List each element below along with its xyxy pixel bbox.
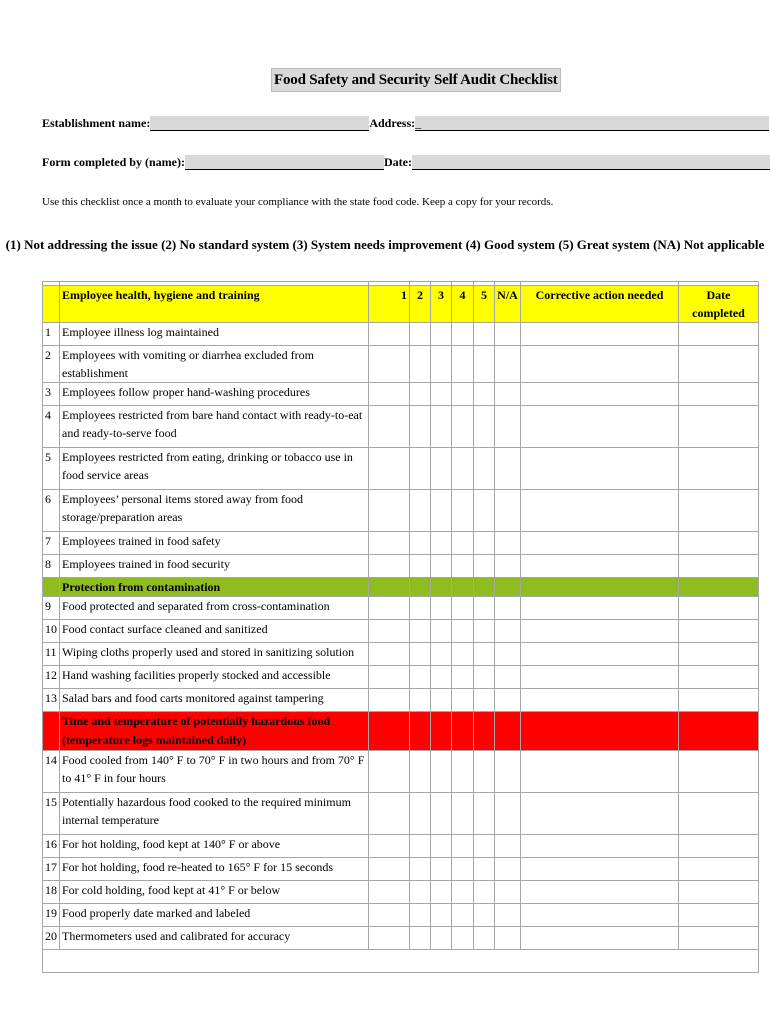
item-number: 2 (43, 346, 60, 383)
rating-na-cell[interactable] (495, 643, 521, 666)
checklist-row (43, 532, 759, 555)
section-header-cell (679, 578, 759, 597)
item-number: 16 (43, 835, 60, 858)
checklist-row (43, 793, 759, 835)
rating-4-cell[interactable] (452, 927, 474, 950)
rating-2-header: 2 (410, 286, 431, 323)
checklist-row (43, 555, 759, 578)
section-number-cell (43, 286, 60, 323)
blank-row (43, 950, 759, 973)
rating-na-cell[interactable] (495, 858, 521, 881)
section-header-cell (431, 578, 452, 597)
checklist-row (43, 643, 759, 666)
section-title: Protection from contamination (60, 578, 369, 597)
completed-by-label: Form completed by (name): (42, 155, 185, 169)
item-number: 6 (43, 490, 60, 532)
address-label: Address: (369, 116, 416, 130)
rating-1-cell[interactable] (369, 383, 410, 406)
rating-5-cell[interactable] (474, 858, 495, 881)
checklist-row (43, 666, 759, 689)
rating-5-cell[interactable] (474, 835, 495, 858)
rating-5-cell[interactable] (474, 689, 495, 712)
rating-2-cell[interactable] (410, 904, 431, 927)
section-header-cell (369, 712, 410, 751)
date-completed-cell[interactable] (679, 927, 759, 950)
section-header-cell (474, 712, 495, 751)
item-number: 4 (43, 406, 60, 448)
rating-1-cell[interactable] (369, 346, 410, 383)
corrective-action-cell[interactable] (521, 904, 679, 927)
rating-3-cell[interactable] (431, 904, 452, 927)
rating-4-cell[interactable] (452, 383, 474, 406)
rating-na-cell[interactable] (495, 490, 521, 532)
item-number: 8 (43, 555, 60, 578)
date-completed-cell[interactable] (679, 858, 759, 881)
item-text: For cold holding, food kept at 41° F or below (60, 881, 369, 904)
rating-5-cell[interactable] (474, 927, 495, 950)
checklist-row (43, 689, 759, 712)
checklist-row (43, 620, 759, 643)
rating-na-cell[interactable] (495, 406, 521, 448)
rating-5-cell[interactable] (474, 597, 495, 620)
rating-3-cell[interactable] (431, 490, 452, 532)
section-number-cell (43, 712, 60, 751)
section-header-cell (452, 712, 474, 751)
rating-4-cell[interactable] (452, 751, 474, 793)
corrective-action-cell[interactable] (521, 383, 679, 406)
section-header-cell (410, 578, 431, 597)
item-text: Salad bars and food carts monitored against tampering (60, 689, 369, 712)
address-value: _ (415, 116, 422, 130)
rating-5-cell[interactable] (474, 881, 495, 904)
rating-3-cell[interactable] (431, 643, 452, 666)
rating-5-cell[interactable] (474, 346, 495, 383)
date-completed-cell[interactable] (679, 620, 759, 643)
section-header-cell (521, 578, 679, 597)
rating-1-cell[interactable] (369, 323, 410, 346)
instructions-text: Use this checklist once a month to evaluate your compliance with the state food code. Keep a copy for your records. (42, 196, 554, 208)
item-number: 14 (43, 751, 60, 793)
corrective-action-cell[interactable] (521, 406, 679, 448)
blank-cell (43, 950, 759, 973)
checklist-row (43, 927, 759, 950)
rating-3-header: 3 (431, 286, 452, 323)
rating-na-cell[interactable] (495, 448, 521, 490)
rating-5-cell[interactable] (474, 793, 495, 835)
checklist-row (43, 881, 759, 904)
date-completed-cell[interactable] (679, 666, 759, 689)
item-number: 7 (43, 532, 60, 555)
date-completed-cell[interactable] (679, 555, 759, 578)
rating-4-cell[interactable] (452, 858, 474, 881)
rating-2-cell[interactable] (410, 666, 431, 689)
section-header-cell (495, 712, 521, 751)
item-text: Food contact surface cleaned and sanitized (60, 620, 369, 643)
item-text: For hot holding, food kept at 140° F or above (60, 835, 369, 858)
checklist-row (43, 383, 759, 406)
item-number: 10 (43, 620, 60, 643)
rating-na-cell[interactable] (495, 904, 521, 927)
rating-5-cell[interactable] (474, 323, 495, 346)
rating-2-cell[interactable] (410, 323, 431, 346)
rating-5-header: 5 (474, 286, 495, 323)
date-completed-cell[interactable] (679, 881, 759, 904)
rating-na-cell[interactable] (495, 751, 521, 793)
date-completed-header: Date completed (679, 286, 759, 323)
page-title: Food Safety and Security Self Audit Checklist (271, 68, 561, 92)
rating-na-cell[interactable] (495, 881, 521, 904)
rating-na-cell[interactable] (495, 383, 521, 406)
rating-1-cell[interactable] (369, 532, 410, 555)
date-label: Date: (383, 155, 412, 169)
item-number: 17 (43, 858, 60, 881)
checklist-row (43, 406, 759, 448)
rating-1-cell[interactable] (369, 555, 410, 578)
rating-5-cell[interactable] (474, 666, 495, 689)
rating-na-header: N/A (495, 286, 521, 323)
section-title: Time and temperature of potentially hazardous food (temperature logs maintained daily) (60, 712, 369, 751)
rating-2-cell[interactable] (410, 597, 431, 620)
rating-na-cell[interactable] (495, 666, 521, 689)
rating-2-cell[interactable] (410, 689, 431, 712)
establishment-label: Establishment name: (42, 116, 151, 130)
rating-3-cell[interactable] (431, 927, 452, 950)
rating-3-cell[interactable] (431, 383, 452, 406)
checklist-row (43, 858, 759, 881)
corrective-action-cell[interactable] (521, 620, 679, 643)
rating-na-cell[interactable] (495, 532, 521, 555)
section-header (43, 286, 759, 323)
rating-2-cell[interactable] (410, 927, 431, 950)
item-text: Employees follow proper hand-washing procedures (60, 383, 369, 406)
rating-3-cell[interactable] (431, 406, 452, 448)
rating-4-cell[interactable] (452, 666, 474, 689)
rating-1-cell[interactable] (369, 643, 410, 666)
rating-3-cell[interactable] (431, 858, 452, 881)
rating-2-cell[interactable] (410, 346, 431, 383)
checklist-row (43, 323, 759, 346)
date-completed-cell[interactable] (679, 448, 759, 490)
rating-4-cell[interactable] (452, 904, 474, 927)
corrective-action-cell[interactable] (521, 881, 679, 904)
rating-2-cell[interactable] (410, 881, 431, 904)
rating-4-cell[interactable] (452, 555, 474, 578)
corrective-action-cell[interactable] (521, 927, 679, 950)
corrective-action-cell[interactable] (521, 793, 679, 835)
date-completed-cell[interactable] (679, 323, 759, 346)
date-completed-cell[interactable] (679, 532, 759, 555)
rating-4-cell[interactable] (452, 620, 474, 643)
corrective-action-cell[interactable] (521, 751, 679, 793)
audit-checklist-table (42, 281, 759, 973)
date-completed-cell[interactable] (679, 793, 759, 835)
date-completed-cell[interactable] (679, 689, 759, 712)
rating-1-cell[interactable] (369, 406, 410, 448)
date-completed-cell[interactable] (679, 346, 759, 383)
section-header-cell (495, 578, 521, 597)
checklist-row (43, 835, 759, 858)
rating-na-cell[interactable] (495, 793, 521, 835)
corrective-action-cell[interactable] (521, 835, 679, 858)
rating-3-cell[interactable] (431, 448, 452, 490)
item-text: For hot holding, food re-heated to 165° F for 15 seconds (60, 858, 369, 881)
item-number: 20 (43, 927, 60, 950)
rating-legend: (1) Not addressing the issue (2) No standard system (3) System needs improvement (4) Good system (5) Great system (NA) Not applicable (5, 237, 765, 252)
checklist-row (43, 448, 759, 490)
rating-3-cell[interactable] (431, 323, 452, 346)
checklist-row (43, 346, 759, 383)
corrective-action-cell[interactable] (521, 490, 679, 532)
completed-by-field[interactable] (185, 155, 384, 170)
date-completed-cell[interactable] (679, 643, 759, 666)
rating-3-cell[interactable] (431, 555, 452, 578)
item-number: 15 (43, 793, 60, 835)
item-number: 18 (43, 881, 60, 904)
rating-1-cell[interactable] (369, 597, 410, 620)
rating-2-cell[interactable] (410, 406, 431, 448)
rating-3-cell[interactable] (431, 346, 452, 383)
rating-3-cell[interactable] (431, 881, 452, 904)
corrective-action-cell[interactable] (521, 323, 679, 346)
rating-2-cell[interactable] (410, 620, 431, 643)
rating-4-header: 4 (452, 286, 474, 323)
rating-na-cell[interactable] (495, 620, 521, 643)
item-text: Food cooled from 140° F to 70° F in two hours and from 70° F to 41° F in four hours (60, 751, 369, 793)
rating-1-cell[interactable] (369, 666, 410, 689)
rating-5-cell[interactable] (474, 532, 495, 555)
rating-na-cell[interactable] (495, 689, 521, 712)
corrective-action-cell[interactable] (521, 666, 679, 689)
section-header-cell (474, 578, 495, 597)
rating-1-cell[interactable] (369, 793, 410, 835)
rating-5-cell[interactable] (474, 490, 495, 532)
rating-2-cell[interactable] (410, 532, 431, 555)
item-number: 3 (43, 383, 60, 406)
corrective-action-header: Corrective action needed (521, 286, 679, 323)
section-header (43, 712, 759, 751)
item-number: 19 (43, 904, 60, 927)
rating-2-cell[interactable] (410, 643, 431, 666)
item-number: 13 (43, 689, 60, 712)
date-completed-cell[interactable] (679, 835, 759, 858)
rating-1-cell[interactable] (369, 448, 410, 490)
item-number: 11 (43, 643, 60, 666)
corrective-action-cell[interactable] (521, 858, 679, 881)
rating-4-cell[interactable] (452, 448, 474, 490)
corrective-action-cell[interactable] (521, 346, 679, 383)
rating-na-cell[interactable] (495, 927, 521, 950)
section-header-cell (410, 712, 431, 751)
rating-na-cell[interactable] (495, 555, 521, 578)
item-number: 5 (43, 448, 60, 490)
checklist-row (43, 751, 759, 793)
rating-na-cell[interactable] (495, 835, 521, 858)
date-completed-cell[interactable] (679, 383, 759, 406)
date-completed-cell[interactable] (679, 597, 759, 620)
rating-5-cell[interactable] (474, 383, 495, 406)
rating-2-cell[interactable] (410, 383, 431, 406)
item-number: 1 (43, 323, 60, 346)
rating-2-cell[interactable] (410, 835, 431, 858)
corrective-action-cell[interactable] (521, 597, 679, 620)
rating-4-cell[interactable] (452, 406, 474, 448)
rating-5-cell[interactable] (474, 555, 495, 578)
establishment-field[interactable] (150, 116, 369, 131)
rating-5-cell[interactable] (474, 643, 495, 666)
rating-1-cell[interactable] (369, 689, 410, 712)
checklist-row (43, 904, 759, 927)
rating-3-cell[interactable] (431, 835, 452, 858)
date-field[interactable] (412, 155, 770, 170)
rating-5-cell[interactable] (474, 406, 495, 448)
rating-5-cell[interactable] (474, 904, 495, 927)
item-text: Employee illness log maintained (60, 323, 369, 346)
item-text: Food protected and separated from cross-contamination (60, 597, 369, 620)
rating-na-cell[interactable] (495, 323, 521, 346)
rating-4-cell[interactable] (452, 793, 474, 835)
rating-3-cell[interactable] (431, 689, 452, 712)
rating-1-cell[interactable] (369, 751, 410, 793)
rating-4-cell[interactable] (452, 490, 474, 532)
rating-1-cell[interactable] (369, 858, 410, 881)
checklist-row (43, 597, 759, 620)
rating-2-cell[interactable] (410, 555, 431, 578)
date-completed-cell[interactable] (679, 406, 759, 448)
rating-4-cell[interactable] (452, 835, 474, 858)
establishment-row (42, 116, 769, 131)
rating-3-cell[interactable] (431, 597, 452, 620)
section-header-cell (431, 712, 452, 751)
rating-4-cell[interactable] (452, 532, 474, 555)
section-header (43, 578, 759, 597)
item-text: Hand washing facilities properly stocked and accessible (60, 666, 369, 689)
corrective-action-cell[interactable] (521, 643, 679, 666)
rating-4-cell[interactable] (452, 643, 474, 666)
corrective-action-cell[interactable] (521, 448, 679, 490)
section-header-cell (679, 712, 759, 751)
corrective-action-cell[interactable] (521, 555, 679, 578)
rating-5-cell[interactable] (474, 448, 495, 490)
rating-4-cell[interactable] (452, 346, 474, 383)
rating-1-header: 1 (369, 286, 410, 323)
date-completed-cell[interactable] (679, 904, 759, 927)
completed-by-row (42, 155, 770, 170)
rating-3-cell[interactable] (431, 620, 452, 643)
rating-2-cell[interactable] (410, 858, 431, 881)
rating-3-cell[interactable] (431, 793, 452, 835)
rating-1-cell[interactable] (369, 620, 410, 643)
rating-na-cell[interactable] (495, 597, 521, 620)
rating-3-cell[interactable] (431, 751, 452, 793)
rating-4-cell[interactable] (452, 323, 474, 346)
item-text: Food properly date marked and labeled (60, 904, 369, 927)
section-header-cell (369, 578, 410, 597)
rating-4-cell[interactable] (452, 689, 474, 712)
date-completed-cell[interactable] (679, 490, 759, 532)
rating-2-cell[interactable] (410, 490, 431, 532)
address-field[interactable] (415, 116, 769, 131)
item-text: Employees with vomiting or diarrhea excluded from establishment (60, 346, 369, 383)
rating-5-cell[interactable] (474, 620, 495, 643)
item-text: Thermometers used and calibrated for accuracy (60, 927, 369, 950)
item-text: Wiping cloths properly used and stored in sanitizing solution (60, 643, 369, 666)
corrective-action-cell[interactable] (521, 689, 679, 712)
item-text: Employees restricted from eating, drinking or tobacco use in food service areas (60, 448, 369, 490)
rating-na-cell[interactable] (495, 346, 521, 383)
rating-4-cell[interactable] (452, 881, 474, 904)
date-completed-cell[interactable] (679, 751, 759, 793)
checklist-row (43, 490, 759, 532)
rating-1-cell[interactable] (369, 904, 410, 927)
corrective-action-cell[interactable] (521, 532, 679, 555)
item-number: 9 (43, 597, 60, 620)
rating-1-cell[interactable] (369, 490, 410, 532)
rating-3-cell[interactable] (431, 666, 452, 689)
rating-3-cell[interactable] (431, 532, 452, 555)
rating-2-cell[interactable] (410, 448, 431, 490)
section-number-cell (43, 578, 60, 597)
rating-4-cell[interactable] (452, 597, 474, 620)
rating-1-cell[interactable] (369, 835, 410, 858)
section-header-cell (452, 578, 474, 597)
rating-1-cell[interactable] (369, 927, 410, 950)
section-header-cell (521, 712, 679, 751)
rating-2-cell[interactable] (410, 751, 431, 793)
item-text: Employees’ personal items stored away from food storage/preparation areas (60, 490, 369, 532)
item-text: Employees restricted from bare hand contact with ready-to-eat and ready-to-serve food (60, 406, 369, 448)
item-text: Employees trained in food safety (60, 532, 369, 555)
rating-1-cell[interactable] (369, 881, 410, 904)
item-number: 12 (43, 666, 60, 689)
rating-2-cell[interactable] (410, 793, 431, 835)
section-title: Employee health, hygiene and training (60, 286, 369, 323)
item-text: Potentially hazardous food cooked to the required minimum internal temperature (60, 793, 369, 835)
item-text: Employees trained in food security (60, 555, 369, 578)
rating-5-cell[interactable] (474, 751, 495, 793)
